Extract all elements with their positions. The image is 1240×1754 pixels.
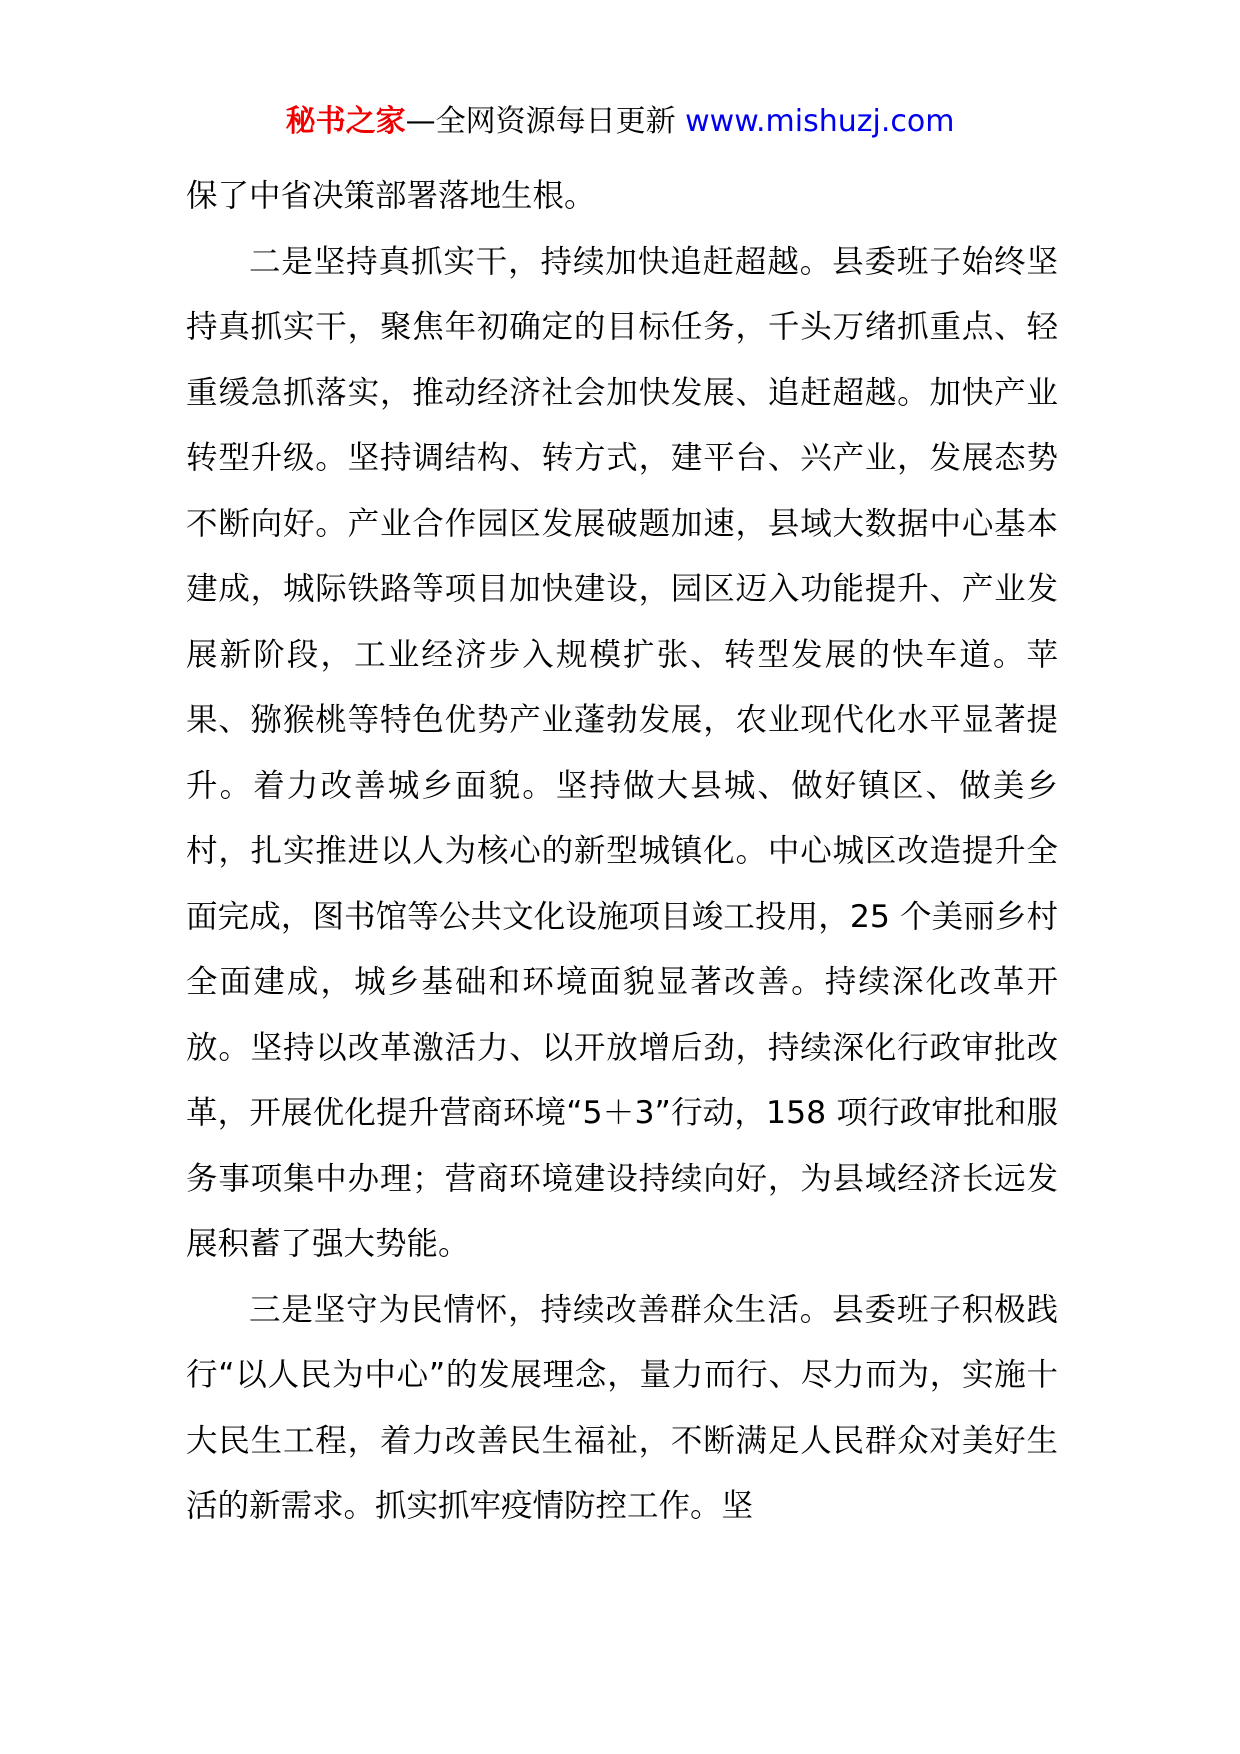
header-slogan: —全网资源每日更新: [405, 104, 676, 139]
header-site-link[interactable]: www.mishuzj.com: [685, 104, 955, 139]
header-brand: 秘书之家: [285, 104, 406, 139]
paragraph-continuation: 保了中省决策部署落地生根。: [186, 178, 596, 214]
page-header: [0, 100, 1240, 144]
document-body: [186, 164, 1058, 1540]
paragraph-three: 三是坚守为民情怀，持续改善群众生活。县委班子积极践行“以人民为中心”的发展理念，量力而行、尽力而为，实施十大民生工程，着力改善民生福祉，不断满足人民群众对美好生活的新需求。抓实抓牢疫情防控工作。坚: [186, 1291, 1058, 1524]
paragraph-two: 二是坚持真抓实干，持续加快追赶超越。县委班子始终坚持真抓实干，聚焦年初确定的目标任务，千头万绪抓重点、轻重缓急抓落实，推动经济社会加快发展、追赶超越。加快产业转型升级。坚持调结构、转方式，建平台、兴产业，发展态势不断向好。产业合作园区发展破题加速，县域大数据中心基本建成，城际铁路等项目加快建设，园区迈入功能提升、产业发展新阶段，工业经济步入规模扩张、转型发展的快车道。苹果、猕猴桃等特色优势产业蓬勃发展，农业现代化水平显著提升。着力改善城乡面貌。坚持做大县城、做好镇区、做美乡村，扎实推进以人为核心的新型城镇化。中心城区改造提升全面完成，图书馆等公共文化设施项目竣工投用，25 个美丽乡村全面建成，城乡基础和环境面貌显著改善。持续深化改革开放。坚持以改革激活力、以开放增后劲，持续深化行政审批改革，开展优化提升营商环境“5＋3”行动，158 项行政审批和服务事项集中办理；营商环境建设持续向好，为县域经济长远发展积蓄了强大势能。: [186, 243, 1058, 1262]
